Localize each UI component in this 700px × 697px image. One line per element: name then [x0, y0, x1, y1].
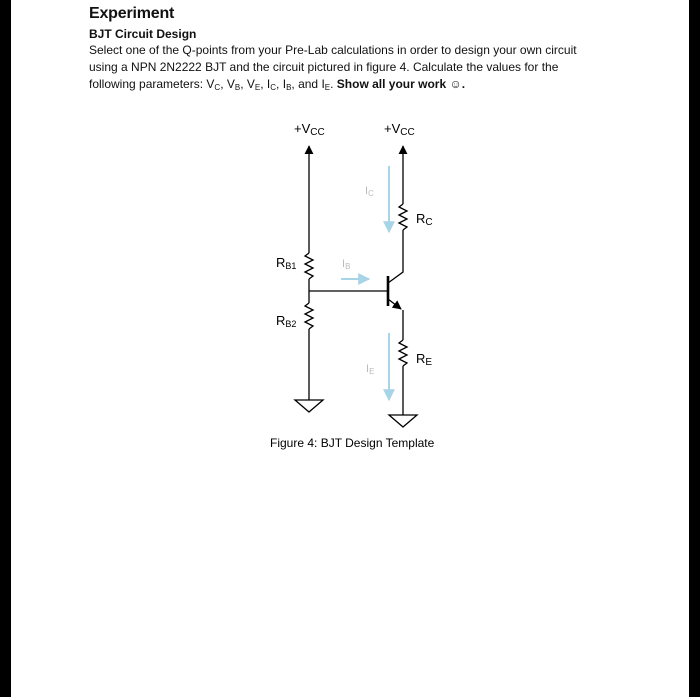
ground-left-icon [295, 400, 323, 412]
section-heading: Experiment [89, 5, 175, 22]
param-ib: $I_B$ [282, 77, 292, 92]
show-work-emphasis: Show all your work [336, 77, 447, 91]
ic-label: IC [365, 185, 374, 198]
re-label: RE [416, 351, 433, 368]
ib-label: IB [342, 258, 351, 271]
vcc-right-label: +VCC [384, 121, 415, 138]
rb2-resistor [305, 303, 313, 329]
paragraph-line-3: following parameters: $V_C$, $V_B$, $V_E$, $I_C$, $I_B$, and $I_E$. Show all your work ☺. [89, 77, 466, 92]
paragraph-line-1: Select one of the Q-points from your Pre-Lab calculations in order to design your own circuit [89, 43, 577, 57]
rc-label: RC [416, 211, 433, 228]
ground-right-icon [389, 415, 417, 427]
transistor-emitter [388, 299, 401, 309]
param-ve: $V_E$ [246, 77, 261, 92]
re-resistor [399, 340, 407, 366]
transistor-collector [388, 256, 403, 283]
param-ie: $I_E$ [321, 77, 331, 92]
rb1-resistor [305, 253, 313, 279]
rb1-label: RB1 [276, 255, 297, 271]
smiley-icon: ☺ [449, 77, 462, 91]
params-intro: following parameters: [89, 77, 207, 91]
rb2-label: RB2 [276, 313, 297, 329]
paragraph-line-2: using a NPN 2N2222 BJT and the circuit pictured in figure 4. Calculate the values for the [89, 60, 559, 74]
ie-label: IE [366, 363, 375, 376]
figure-caption: Figure 4: BJT Design Template [270, 436, 435, 450]
param-ic: $I_C$ [266, 77, 277, 92]
param-vb: $V_B$ [226, 77, 241, 92]
rc-resistor [399, 204, 407, 230]
subsection-heading: BJT Circuit Design [89, 27, 197, 41]
vcc-left-label: +VCC [294, 121, 325, 138]
param-vc: $V_C$ [206, 77, 221, 92]
